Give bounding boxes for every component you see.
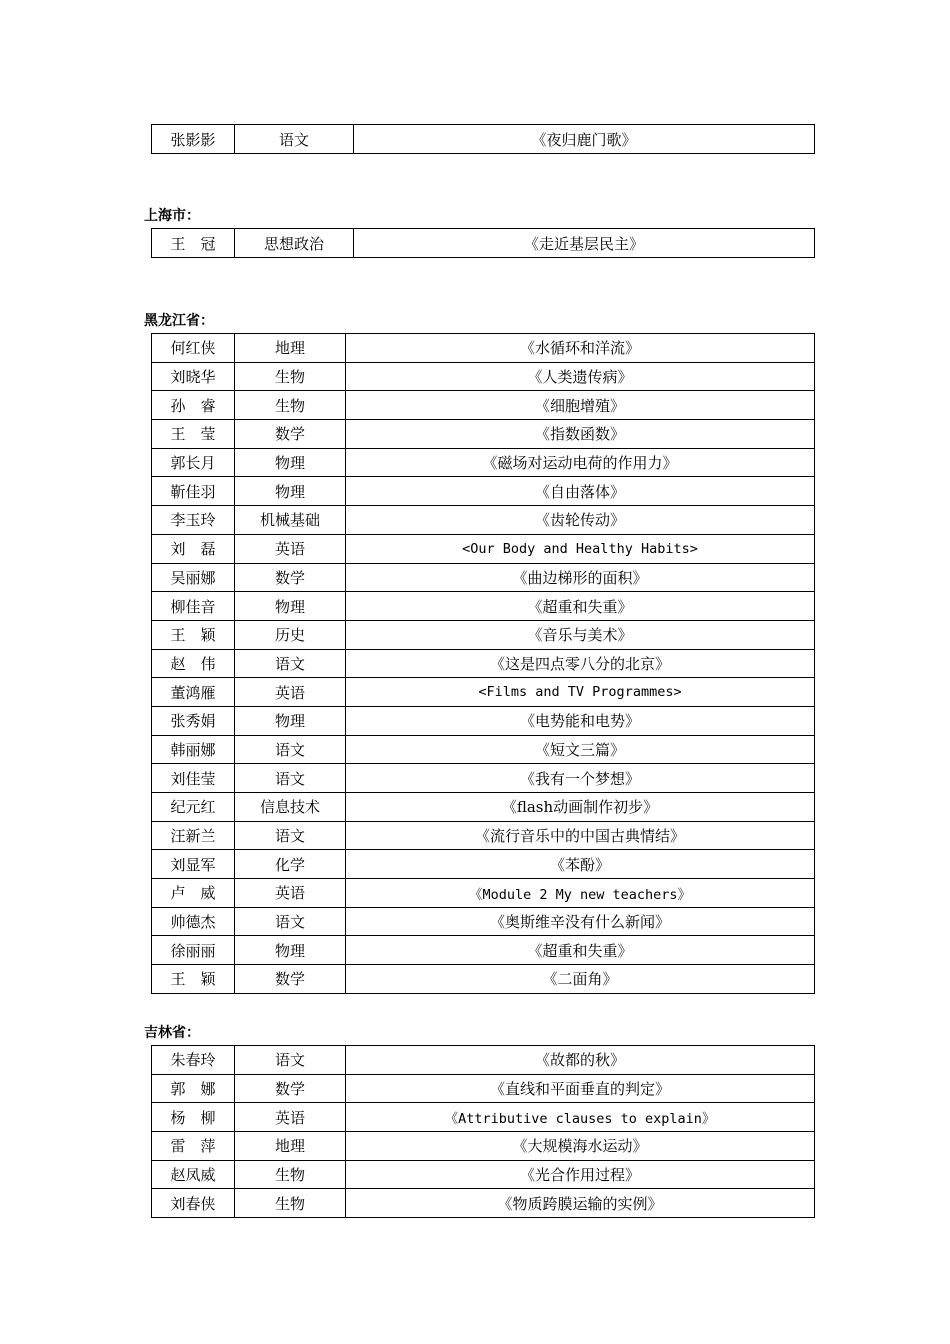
teacher-name-cell: 赵凤威 (152, 1160, 235, 1189)
subject-cell: 数学 (235, 420, 346, 449)
subject-cell: 语文 (235, 821, 346, 850)
lesson-title-cell: <Our Body and Healthy Habits> (346, 534, 815, 563)
subject-cell: 物理 (235, 706, 346, 735)
table-row (152, 678, 815, 707)
table-row (152, 936, 815, 965)
lesson-title-cell: 《flash动画制作初步》 (346, 793, 815, 822)
lesson-title-cell: 《流行音乐中的中国古典情结》 (346, 821, 815, 850)
lesson-title-cell: 《苯酚》 (346, 850, 815, 879)
lesson-title-cell: 《曲边梯形的面积》 (346, 563, 815, 592)
teacher-name-cell: 刘 磊 (152, 534, 235, 563)
table-row (152, 735, 815, 764)
lesson-title-cell: 《夜归鹿门歌》 (354, 125, 815, 154)
lesson-title-cell: 《细胞增殖》 (346, 391, 815, 420)
table-row (152, 1189, 815, 1218)
table-row (152, 477, 815, 506)
table-row (152, 879, 815, 908)
lesson-title-cell: 《故都的秋》 (346, 1046, 815, 1075)
lesson-title-cell: 《走近基层民主》 (354, 229, 815, 258)
subject-cell: 语文 (235, 649, 346, 678)
table-row (152, 506, 815, 535)
teacher-name-cell: 雷 萍 (152, 1132, 235, 1161)
lesson-title-cell: 《齿轮传动》 (346, 506, 815, 535)
section-heading: 黑龙江省： (144, 313, 214, 329)
teacher-name-cell: 汪新兰 (152, 821, 235, 850)
lesson-title-cell: 《物质跨膜运输的实例》 (346, 1189, 815, 1218)
subject-cell: 生物 (235, 391, 346, 420)
subject-cell: 英语 (235, 1103, 346, 1132)
table-row (152, 620, 815, 649)
lesson-title-cell: <Films and TV Programmes> (346, 678, 815, 707)
lesson-title-cell: 《大规模海水运动》 (346, 1132, 815, 1161)
lesson-title-cell: 《光合作用过程》 (346, 1160, 815, 1189)
lesson-title-cell: 《短文三篇》 (346, 735, 815, 764)
table-row (152, 534, 815, 563)
lesson-title-cell: 《超重和失重》 (346, 936, 815, 965)
subject-cell: 生物 (235, 1160, 346, 1189)
subject-cell: 生物 (235, 362, 346, 391)
table-row (152, 1074, 815, 1103)
teacher-table (151, 333, 815, 994)
lesson-title-cell: 《Module 2 My new teachers》 (346, 879, 815, 908)
table-row (152, 706, 815, 735)
table-row (152, 229, 815, 258)
table-row (152, 1103, 815, 1132)
lesson-title-cell: 《磁场对运动电荷的作用力》 (346, 448, 815, 477)
subject-cell: 数学 (235, 563, 346, 592)
teacher-name-cell: 朱春玲 (152, 1046, 235, 1075)
lesson-title-cell: 《超重和失重》 (346, 592, 815, 621)
lesson-title-cell: 《我有一个梦想》 (346, 764, 815, 793)
teacher-name-cell: 李玉玲 (152, 506, 235, 535)
teacher-name-cell: 何红侠 (152, 334, 235, 363)
teacher-name-cell: 刘显军 (152, 850, 235, 879)
table-row (152, 965, 815, 994)
teacher-name-cell: 柳佳音 (152, 592, 235, 621)
subject-cell: 物理 (235, 592, 346, 621)
subject-cell: 化学 (235, 850, 346, 879)
subject-cell: 英语 (235, 879, 346, 908)
lesson-title-cell: 《音乐与美术》 (346, 620, 815, 649)
table-row (152, 1132, 815, 1161)
table-row (152, 1160, 815, 1189)
table-row (152, 391, 815, 420)
table-row (152, 592, 815, 621)
teacher-name-cell: 郭长月 (152, 448, 235, 477)
teacher-name-cell: 徐丽丽 (152, 936, 235, 965)
table-row (152, 907, 815, 936)
table-row (152, 764, 815, 793)
subject-cell: 机械基础 (235, 506, 346, 535)
subject-cell: 生物 (235, 1189, 346, 1218)
lesson-title-cell: 《直线和平面垂直的判定》 (346, 1074, 815, 1103)
lesson-title-cell: 《奥斯维辛没有什么新闻》 (346, 907, 815, 936)
subject-cell: 语文 (235, 1046, 346, 1075)
teacher-name-cell: 卢 威 (152, 879, 235, 908)
teacher-name-cell: 韩丽娜 (152, 735, 235, 764)
teacher-name-cell: 王 颖 (152, 620, 235, 649)
teacher-table (151, 1045, 815, 1218)
teacher-table (151, 124, 815, 154)
subject-cell: 思想政治 (235, 229, 354, 258)
lesson-title-cell: 《二面角》 (346, 965, 815, 994)
table-row (152, 420, 815, 449)
subject-cell: 物理 (235, 448, 346, 477)
table-row (152, 448, 815, 477)
subject-cell: 语文 (235, 735, 346, 764)
lesson-title-cell: 《自由落体》 (346, 477, 815, 506)
table-row (152, 125, 815, 154)
subject-cell: 英语 (235, 678, 346, 707)
subject-cell: 数学 (235, 965, 346, 994)
subject-cell: 语文 (235, 764, 346, 793)
subject-cell: 数学 (235, 1074, 346, 1103)
lesson-title-cell: 《指数函数》 (346, 420, 815, 449)
lesson-title-cell: 《人类遗传病》 (346, 362, 815, 391)
teacher-name-cell: 王 冠 (152, 229, 235, 258)
teacher-name-cell: 赵 伟 (152, 649, 235, 678)
teacher-name-cell: 帅德杰 (152, 907, 235, 936)
teacher-name-cell: 郭 娜 (152, 1074, 235, 1103)
lesson-title-cell: 《Attributive clauses to explain》 (346, 1103, 815, 1132)
table-row (152, 1046, 815, 1075)
teacher-name-cell: 刘春侠 (152, 1189, 235, 1218)
teacher-name-cell: 董鸿雁 (152, 678, 235, 707)
table-row (152, 563, 815, 592)
teacher-name-cell: 吴丽娜 (152, 563, 235, 592)
lesson-title-cell: 《水循环和洋流》 (346, 334, 815, 363)
table-row (152, 821, 815, 850)
teacher-name-cell: 刘佳莹 (152, 764, 235, 793)
lesson-title-cell: 《电势能和电势》 (346, 706, 815, 735)
teacher-table (151, 228, 815, 258)
subject-cell: 英语 (235, 534, 346, 563)
subject-cell: 地理 (235, 1132, 346, 1161)
teacher-name-cell: 张影影 (152, 125, 235, 154)
teacher-name-cell: 杨 柳 (152, 1103, 235, 1132)
teacher-name-cell: 张秀娟 (152, 706, 235, 735)
table-row (152, 362, 815, 391)
teacher-name-cell: 王 颖 (152, 965, 235, 994)
lesson-title-cell: 《这是四点零八分的北京》 (346, 649, 815, 678)
subject-cell: 地理 (235, 334, 346, 363)
teacher-name-cell: 孙 睿 (152, 391, 235, 420)
table-row (152, 850, 815, 879)
teacher-name-cell: 靳佳羽 (152, 477, 235, 506)
section-heading: 上海市： (144, 208, 200, 224)
teacher-name-cell: 刘晓华 (152, 362, 235, 391)
subject-cell: 信息技术 (235, 793, 346, 822)
subject-cell: 物理 (235, 477, 346, 506)
table-row (152, 334, 815, 363)
section-heading: 吉林省： (144, 1025, 200, 1041)
teacher-name-cell: 王 莹 (152, 420, 235, 449)
subject-cell: 物理 (235, 936, 346, 965)
table-row (152, 649, 815, 678)
subject-cell: 历史 (235, 620, 346, 649)
table-row (152, 793, 815, 822)
subject-cell: 语文 (235, 907, 346, 936)
teacher-name-cell: 纪元红 (152, 793, 235, 822)
subject-cell: 语文 (235, 125, 354, 154)
